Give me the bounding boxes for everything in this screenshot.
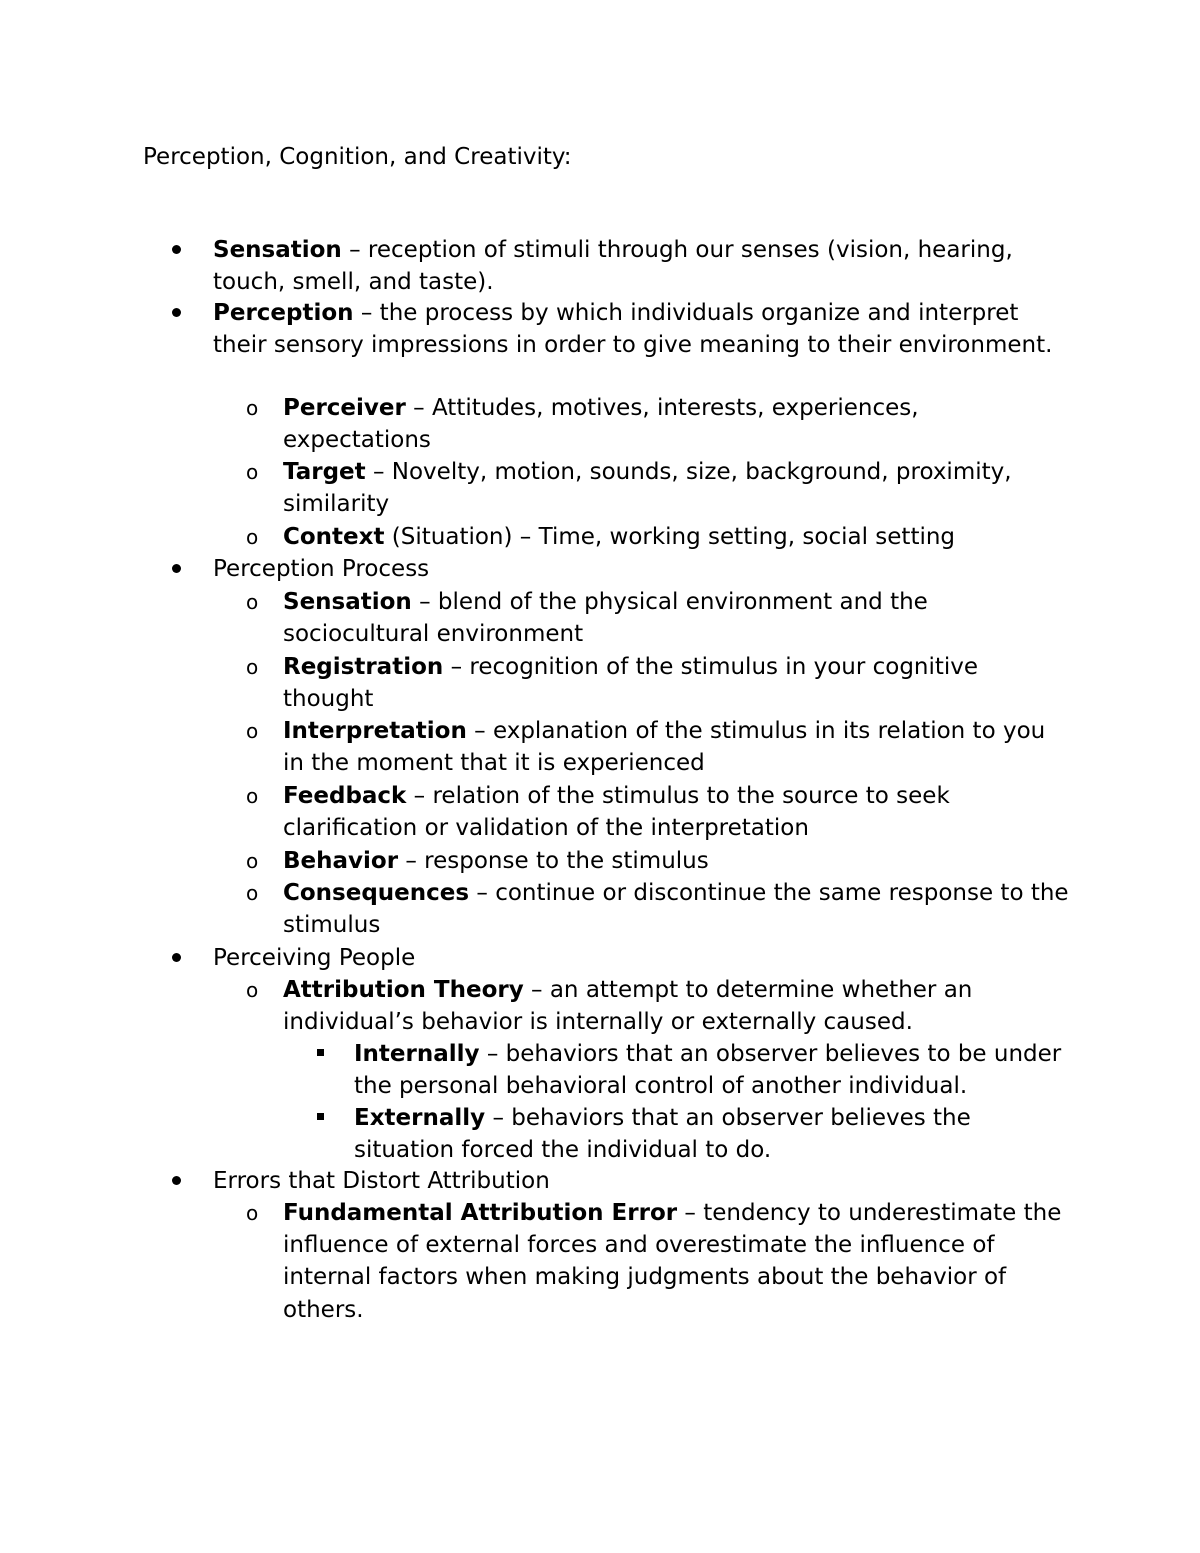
- bullet-circle: o: [246, 784, 259, 808]
- list-item: [283, 845, 1073, 877]
- list-item-term: Context: [283, 524, 385, 550]
- list-item-text: (Situation) – Time, working setting, social setting: [384, 524, 956, 550]
- bullet-circle: o: [246, 1201, 259, 1225]
- bullet-square: [317, 1038, 324, 1070]
- list-item: [283, 586, 1073, 650]
- list-item-term: Internally: [354, 1041, 480, 1067]
- list-item: [283, 521, 1073, 553]
- list-item: [213, 1165, 1073, 1197]
- list-item-text: – recognition of the stimulus in your cognitive thought: [283, 654, 979, 713]
- list-item-text: – the process by which individuals organize and interpret their sensory impressions in order to give meaning to their environment.: [213, 300, 1053, 359]
- list-item: [283, 974, 1073, 1038]
- list-item-text: – relation of the stimulus to the source to seek clarification or validation of the interpretation: [283, 783, 950, 842]
- bullet-disc: [172, 1165, 181, 1197]
- list-item-term: Attribution Theory: [283, 977, 524, 1003]
- list-item-text: – behaviors that an observer believes to be under the personal behavioral control of another individual.: [354, 1041, 1062, 1100]
- list-item-term: Externally: [354, 1105, 486, 1131]
- list-item-term: Consequences: [283, 880, 470, 906]
- list-item-text: – continue or discontinue the same response to the stimulus: [283, 880, 1069, 939]
- list-item: [213, 942, 1073, 974]
- list-item-term: Interpretation: [283, 718, 467, 744]
- document-title: Perception, Cognition, and Creativity:: [143, 144, 572, 170]
- list-item-text: Perceiving People: [213, 945, 416, 971]
- list-item-term: Sensation: [283, 589, 412, 615]
- list-item-text: Errors that Distort Attribution: [213, 1168, 550, 1194]
- list-item-text: – response to the stimulus: [398, 848, 709, 874]
- list-item-text: – Attitudes, motives, interests, experiences, expectations: [283, 395, 919, 454]
- bullet-circle: o: [246, 849, 259, 873]
- bullet-disc: [172, 942, 181, 974]
- bullet-circle: o: [246, 655, 259, 679]
- list-item-text: Perception Process: [213, 556, 430, 582]
- list-item-text: – an attempt to determine whether an individual’s behavior is internally or externally caused.: [283, 977, 973, 1036]
- list-item-text: – explanation of the stimulus in its relation to you in the moment that it is experienced: [283, 718, 1046, 777]
- list-item: [283, 456, 1073, 520]
- list-item-text: – reception of stimuli through our senses (vision, hearing, touch, smell, and taste).: [213, 237, 1013, 296]
- list-item-term: Target: [283, 459, 366, 485]
- list-item: [213, 553, 1073, 585]
- list-item-text: – blend of the physical environment and the sociocultural environment: [283, 589, 928, 648]
- bullet-circle: o: [246, 590, 259, 614]
- list-item: [283, 651, 1073, 715]
- list-item-term: Sensation: [213, 237, 342, 263]
- bullet-circle: o: [246, 525, 259, 549]
- list-item: [354, 1102, 1074, 1166]
- list-item: [213, 234, 1073, 298]
- list-item: [283, 780, 1073, 844]
- bullet-circle: o: [246, 978, 259, 1002]
- list-item: [354, 1038, 1074, 1102]
- bullet-circle: o: [246, 460, 259, 484]
- list-item-text: – Novelty, motion, sounds, size, background, proximity, similarity: [283, 459, 1012, 518]
- list-item-term: Registration: [283, 654, 444, 680]
- list-item-term: Behavior: [283, 848, 399, 874]
- list-item-term: Perception: [213, 300, 354, 326]
- list-item: [213, 297, 1073, 361]
- bullet-circle: o: [246, 881, 259, 905]
- list-item: [283, 1197, 1073, 1326]
- list-item-term: Fundamental Attribution Error: [283, 1200, 678, 1226]
- bullet-circle: o: [246, 396, 259, 420]
- bullet-disc: [172, 234, 181, 266]
- list-item: [283, 877, 1073, 941]
- list-item-text: – behaviors that an observer believes the situation forced the individual to do.: [354, 1105, 971, 1164]
- list-item-text: – tendency to underestimate the influence of external forces and overestimate the influence of internal factors when making judgments about the behavior of others.: [283, 1200, 1062, 1323]
- list-item: [283, 392, 1073, 456]
- bullet-circle: o: [246, 719, 259, 743]
- bullet-disc: [172, 553, 181, 585]
- list-item: [283, 715, 1073, 779]
- list-item-term: Feedback: [283, 783, 407, 809]
- bullet-square: [317, 1102, 324, 1134]
- list-item-term: Perceiver: [283, 395, 406, 421]
- bullet-disc: [172, 297, 181, 329]
